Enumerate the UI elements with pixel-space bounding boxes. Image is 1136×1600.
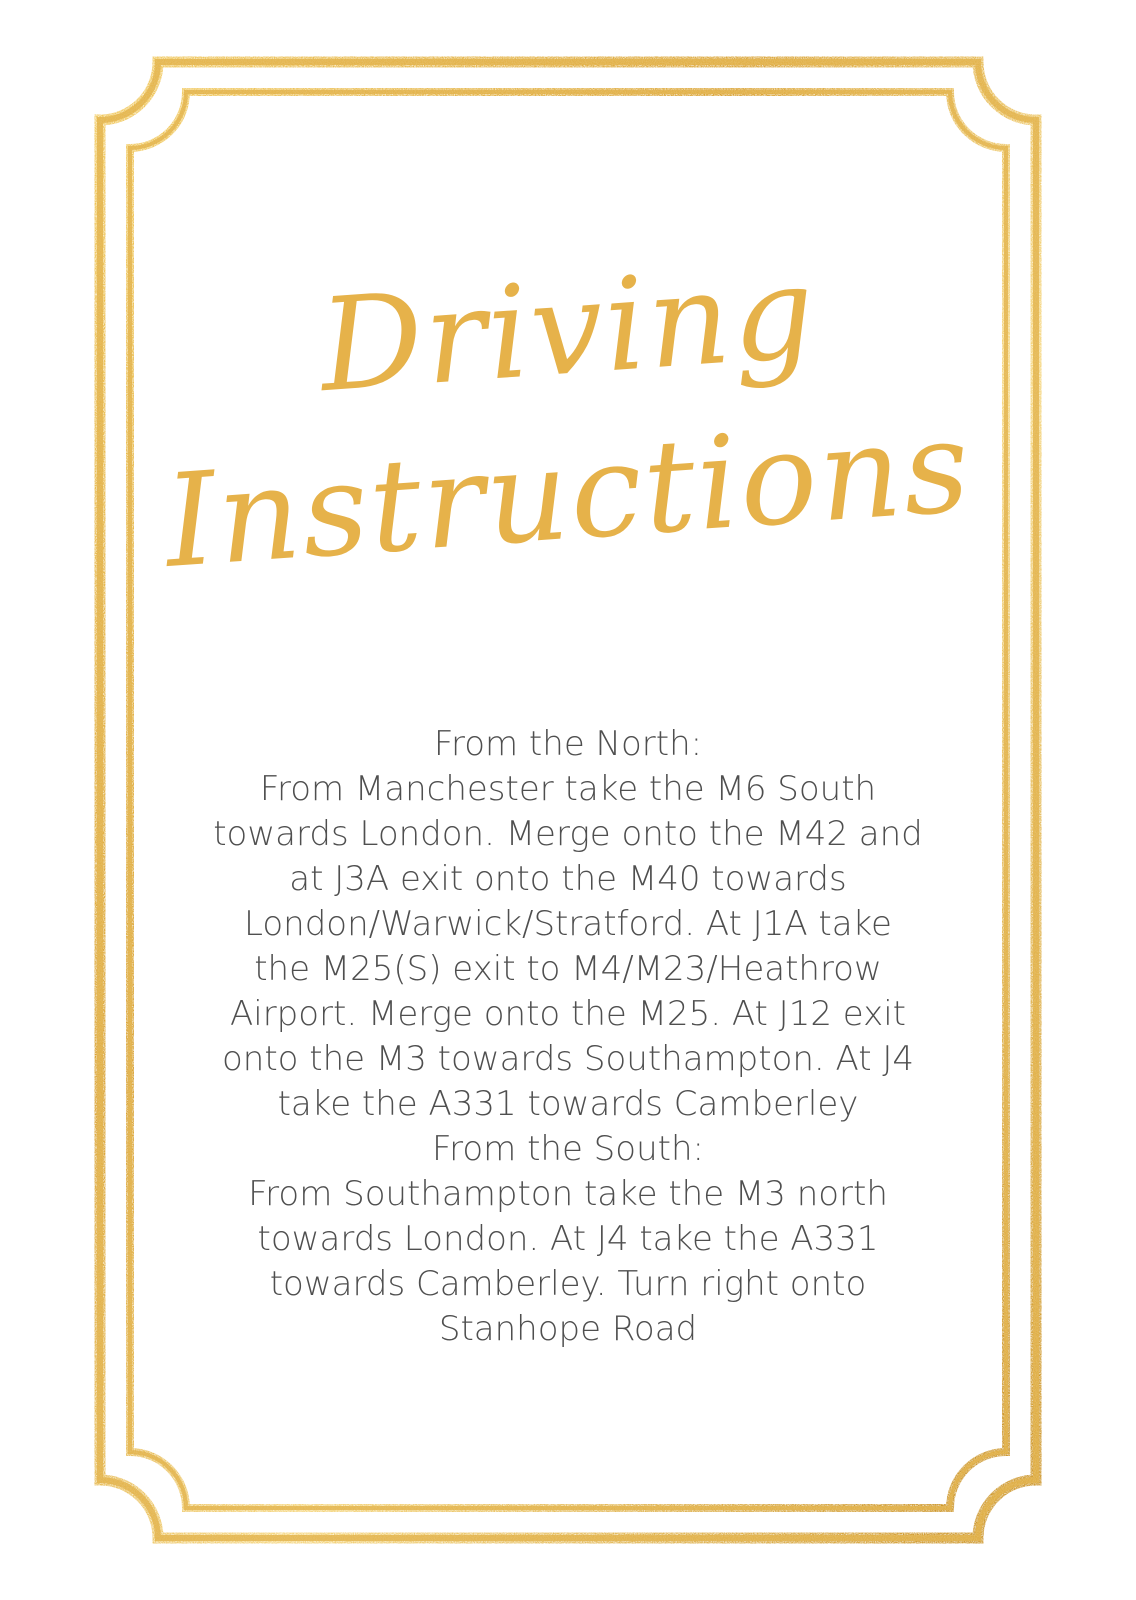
instruction-line: From the South:: [432, 1129, 704, 1169]
instruction-line: London/Warwick/Stratford. At J1A take: [244, 904, 892, 944]
instruction-line: the M25(S) exit to M4/M23/Heathrow: [254, 949, 882, 989]
instruction-line: Airport. Merge onto the M25. At J12 exit: [230, 994, 906, 1034]
instruction-line: towards Camberley. Turn right onto: [269, 1264, 867, 1304]
instruction-line: Stanhope Road: [438, 1309, 698, 1349]
driving-instructions-text: [168, 722, 968, 1352]
title-line-driving: Driving: [315, 237, 821, 422]
instruction-line: From Manchester take the M6 South: [259, 769, 877, 809]
instruction-line: towards London. Merge onto the M42 and: [213, 814, 923, 854]
instruction-line: take the A331 towards Camberley: [277, 1084, 859, 1124]
instruction-line: towards London. At J4 take the A331: [257, 1219, 879, 1259]
instruction-line: From Southampton take the M3 north: [248, 1174, 888, 1214]
instruction-line: at J3A exit onto the M40 towards: [289, 859, 847, 899]
instruction-line: onto the M3 towards Southampton. At J4: [221, 1039, 915, 1079]
instruction-line: From the North:: [433, 724, 703, 764]
title-line-instructions: Instructions: [160, 392, 976, 597]
